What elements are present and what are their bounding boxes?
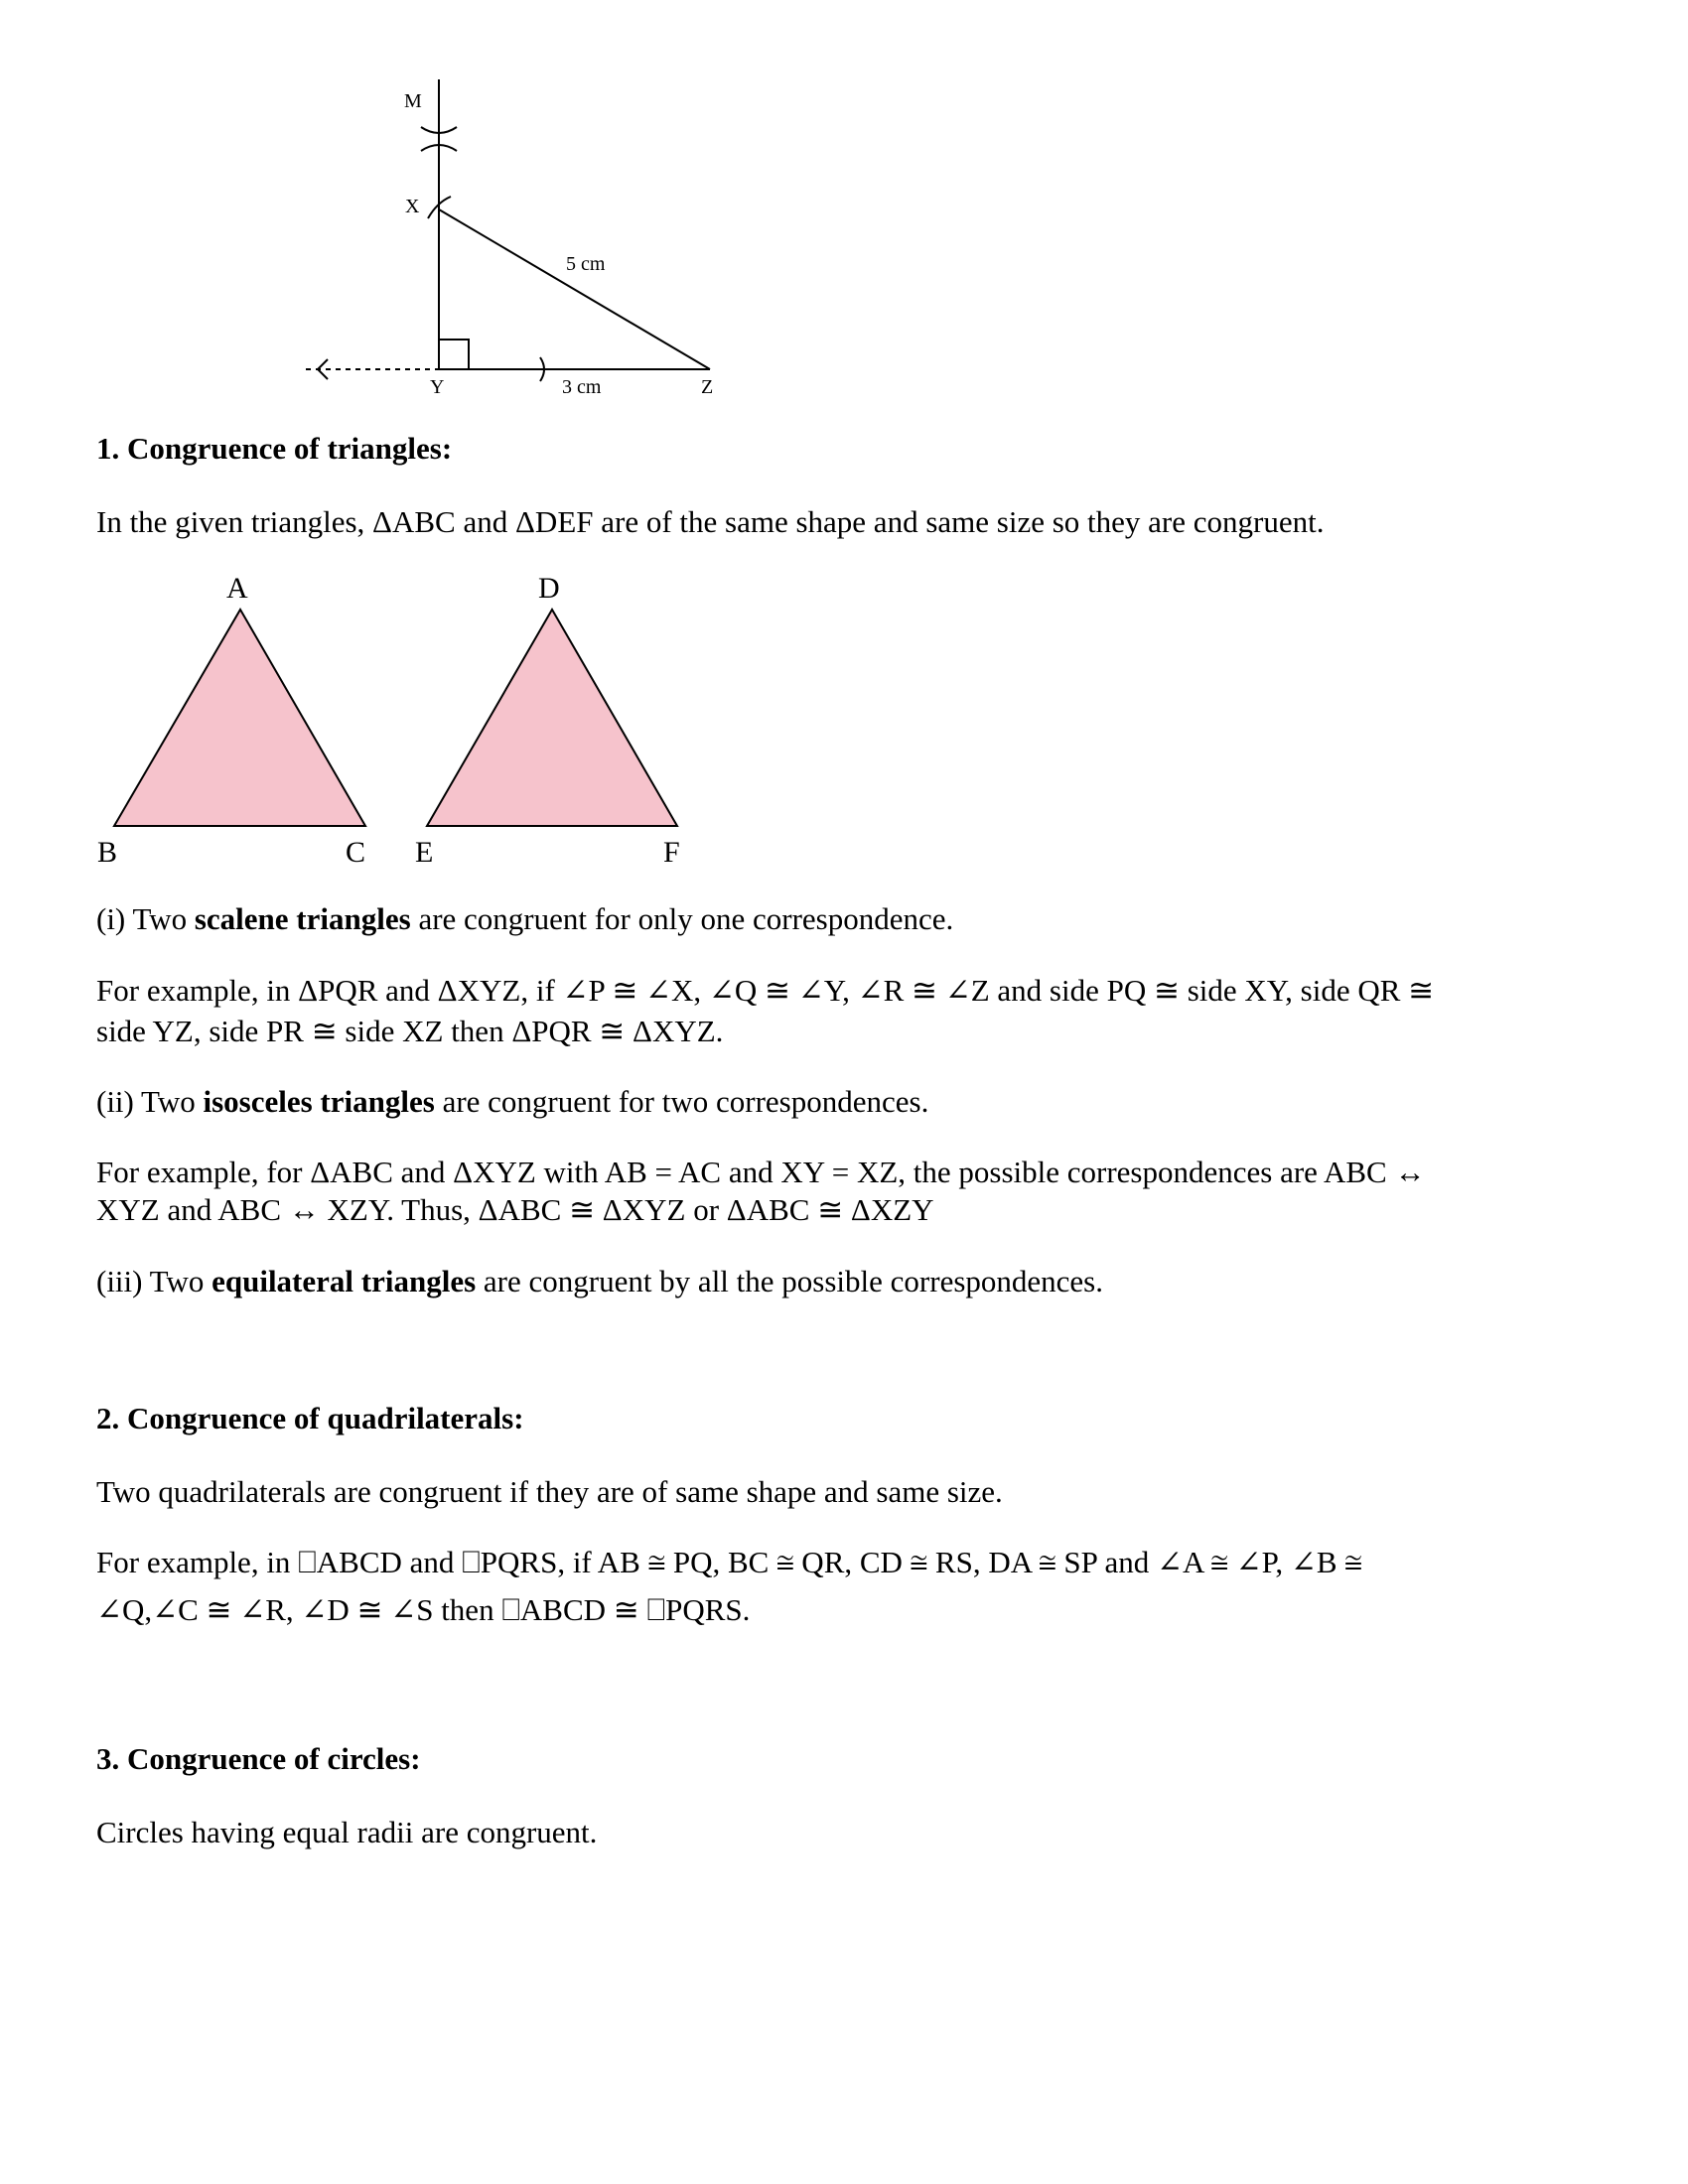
section-1-intro: In the given triangles, ΔABC and ΔDEF are of the same shape and same size so they are congruent. — [96, 504, 1325, 539]
label-c: C — [346, 836, 366, 869]
hypotenuse-line — [439, 209, 710, 369]
hypotenuse-length-label: 5 cm — [566, 253, 606, 275]
congruent-triangles-figure — [89, 574, 705, 874]
equilateral-term: equilateral triangles — [211, 1264, 477, 1298]
isosceles-example-line-2: XYZ and ABC ↔ XZY. Thus, ΔABC ≅ ΔXYZ or ΔABC ≅ ΔXZY — [96, 1192, 934, 1227]
right-angle-mark — [439, 340, 469, 369]
isosceles-term: isosceles triangles — [203, 1084, 435, 1119]
label-d: D — [538, 574, 560, 605]
label-b: B — [97, 836, 118, 869]
scalene-statement — [96, 898, 1606, 939]
equilateral-prefix: (iii) Two — [96, 1264, 212, 1298]
triangle-abc — [114, 610, 365, 826]
isosceles-example-line-1: For example, for ΔABC and ΔXYZ with AB = AC and XY = XZ, the possible correspondences are ABC ↔ — [96, 1155, 1426, 1189]
triangle-def — [427, 610, 677, 826]
label-m: M — [404, 90, 422, 112]
section-2-heading: 2. Congruence of quadrilaterals: — [96, 1401, 524, 1435]
scalene-term: scalene triangles — [194, 901, 411, 936]
quadrilateral-example-line-2: ∠Q,∠C ≅ ∠R, ∠D ≅ ∠S then ⎕ABCD ≅ ⎕PQRS. — [96, 1592, 751, 1627]
section-1-heading: 1. Congruence of triangles: — [96, 431, 453, 466]
quadrilateral-example-line-1: For example, in ⎕ABCD and ⎕PQRS, if AB ≅ PQ, BC ≅ QR, CD ≅ RS, DA ≅ SP and ∠A ≅ ∠P, ∠B ≅ — [96, 1545, 1362, 1579]
isosceles-suffix: are congruent for two correspondences. — [434, 1084, 929, 1119]
label-z: Z — [701, 376, 714, 398]
equilateral-statement — [96, 1261, 1606, 1301]
scalene-example-line-2: side YZ, side PR ≅ side XZ then ΔPQR ≅ ΔXYZ. — [96, 1014, 724, 1048]
label-a: A — [226, 574, 248, 605]
scalene-prefix: (i) Two — [96, 901, 195, 936]
equilateral-suffix: are congruent by all the possible correspondences. — [476, 1264, 1103, 1298]
isosceles-prefix: (ii) Two — [96, 1084, 204, 1119]
label-e: E — [415, 836, 434, 869]
scalene-suffix: are congruent for only one correspondence. — [410, 901, 954, 936]
label-x: X — [405, 196, 420, 217]
base-length-label: 3 cm — [562, 376, 602, 398]
section-3-intro: Circles having equal radii are congruent. — [96, 1815, 598, 1849]
scalene-example-line-1: For example, in ΔPQR and ΔXYZ, if ∠P ≅ ∠X, ∠Q ≅ ∠Y, ∠R ≅ ∠Z and side PQ ≅ side XY, side QR ≅ — [96, 973, 1435, 1008]
right-triangle-construction-figure — [288, 69, 745, 407]
section-3-heading: 3. Congruence of circles: — [96, 1741, 421, 1776]
isosceles-statement — [96, 1081, 1606, 1122]
label-y: Y — [430, 376, 445, 398]
label-f: F — [663, 836, 680, 869]
section-2-intro: Two quadrilaterals are congruent if they are of same shape and same size. — [96, 1474, 1003, 1509]
